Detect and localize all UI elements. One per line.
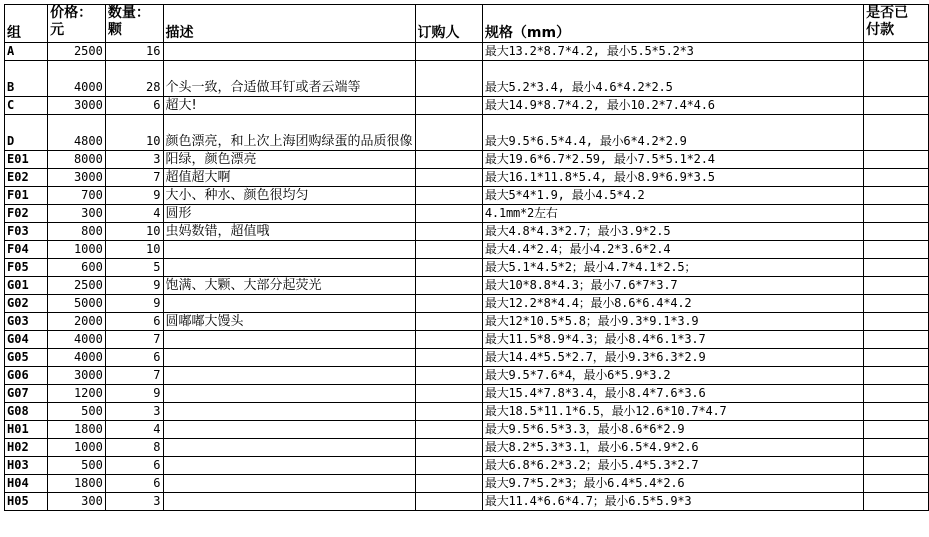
cell-price[interactable]: 2000 <box>48 313 106 331</box>
cell-paid[interactable] <box>864 403 929 421</box>
cell-price[interactable]: 1800 <box>48 475 106 493</box>
cell-paid[interactable] <box>864 205 929 223</box>
table-row <box>5 457 929 475</box>
table-row <box>5 331 929 349</box>
cell-description[interactable] <box>163 439 415 457</box>
cell-buyer[interactable] <box>415 277 482 295</box>
cell-quantity[interactable]: 7 <box>105 169 163 187</box>
cell-buyer[interactable] <box>415 241 482 259</box>
cell-price[interactable]: 800 <box>48 223 106 241</box>
cell-description[interactable] <box>163 403 415 421</box>
table-row <box>5 403 929 421</box>
cell-price[interactable]: 3000 <box>48 367 106 385</box>
cell-price[interactable]: 300 <box>48 205 106 223</box>
cell-group[interactable]: F03 <box>5 223 48 241</box>
cell-price[interactable]: 500 <box>48 403 106 421</box>
cell-paid[interactable] <box>864 457 929 475</box>
cell-group[interactable]: E01 <box>5 151 48 169</box>
cell-spec[interactable]: 最大12.2*8*4.4；最小8.6*6.4*4.2 <box>482 295 863 313</box>
cell-spec[interactable]: 最大11.4*6.6*4.7；最小6.5*5.9*3 <box>482 493 863 511</box>
cell-spec[interactable]: 4.1mm*2左右 <box>482 205 863 223</box>
cell-spec[interactable]: 最大14.9*8.7*4.2, 最小10.2*7.4*4.6 <box>482 97 863 115</box>
cell-buyer[interactable] <box>415 331 482 349</box>
table-row <box>5 187 929 205</box>
cell-spec[interactable]: 最大12*10.5*5.8；最小9.3*9.1*3.9 <box>482 313 863 331</box>
table-row <box>5 493 929 511</box>
cell-description[interactable]: 大小、种水、颜色很均匀 <box>163 187 415 205</box>
cell-group[interactable]: G08 <box>5 403 48 421</box>
table-row <box>5 385 929 403</box>
header-row <box>5 5 929 43</box>
header-spec: 规格（mm） <box>482 5 863 43</box>
cell-buyer[interactable] <box>415 493 482 511</box>
cell-quantity[interactable]: 9 <box>105 277 163 295</box>
cell-spec[interactable]: 最大5.2*3.4, 最小4.6*4.2*2.5 <box>482 61 863 97</box>
cell-buyer[interactable] <box>415 97 482 115</box>
cell-buyer[interactable] <box>415 403 482 421</box>
cell-spec[interactable]: 最大4.8*4.3*2.7；最小3.9*2.5 <box>482 223 863 241</box>
cell-paid[interactable] <box>864 97 929 115</box>
cell-quantity[interactable]: 7 <box>105 331 163 349</box>
cell-quantity[interactable]: 6 <box>105 349 163 367</box>
cell-quantity[interactable]: 9 <box>105 385 163 403</box>
cell-description[interactable]: 颜色漂亮，和上次上海团购绿蛋的品质很像 <box>163 115 415 151</box>
cell-spec[interactable]: 最大16.1*11.8*5.4, 最小8.9*6.9*3.5 <box>482 169 863 187</box>
cell-buyer[interactable] <box>415 313 482 331</box>
cell-buyer[interactable] <box>415 169 482 187</box>
cell-paid[interactable] <box>864 223 929 241</box>
cell-quantity[interactable]: 9 <box>105 295 163 313</box>
table-row <box>5 475 929 493</box>
cell-description[interactable]: 圆形 <box>163 205 415 223</box>
table-row <box>5 295 929 313</box>
cell-buyer[interactable] <box>415 367 482 385</box>
cell-description[interactable] <box>163 331 415 349</box>
cell-description[interactable] <box>163 493 415 511</box>
cell-buyer[interactable] <box>415 421 482 439</box>
cell-group[interactable]: H01 <box>5 421 48 439</box>
cell-group[interactable]: G03 <box>5 313 48 331</box>
header-price: 价格： 元 <box>48 5 106 43</box>
cell-paid[interactable] <box>864 367 929 385</box>
cell-spec[interactable]: 最大9.5*6.5*4.4, 最小6*4.2*2.9 <box>482 115 863 151</box>
cell-group[interactable]: F05 <box>5 259 48 277</box>
cell-paid[interactable] <box>864 349 929 367</box>
cell-price[interactable]: 600 <box>48 259 106 277</box>
cell-quantity[interactable]: 10 <box>105 223 163 241</box>
cell-buyer[interactable] <box>415 115 482 151</box>
table-row <box>5 439 929 457</box>
table-row <box>5 241 929 259</box>
cell-quantity[interactable]: 6 <box>105 475 163 493</box>
cell-description[interactable] <box>163 241 415 259</box>
cell-paid[interactable] <box>864 115 929 151</box>
table-row <box>5 259 929 277</box>
table-row <box>5 367 929 385</box>
cell-quantity[interactable]: 6 <box>105 457 163 475</box>
cell-quantity[interactable]: 16 <box>105 43 163 61</box>
cell-quantity[interactable]: 3 <box>105 493 163 511</box>
cell-paid[interactable] <box>864 475 929 493</box>
cell-paid[interactable] <box>864 493 929 511</box>
cell-quantity[interactable]: 3 <box>105 403 163 421</box>
cell-paid[interactable] <box>864 259 929 277</box>
cell-group[interactable]: C <box>5 97 48 115</box>
cell-quantity[interactable]: 10 <box>105 115 163 151</box>
cell-description[interactable] <box>163 349 415 367</box>
cell-description[interactable] <box>163 43 415 61</box>
cell-spec[interactable]: 最大8.2*5.3*3.1，最小6.5*4.9*2.6 <box>482 439 863 457</box>
cell-group[interactable]: H03 <box>5 457 48 475</box>
table-row <box>5 151 929 169</box>
cell-group[interactable]: A <box>5 43 48 61</box>
cell-buyer[interactable] <box>415 61 482 97</box>
cell-price[interactable]: 1200 <box>48 385 106 403</box>
cell-group[interactable]: G07 <box>5 385 48 403</box>
table-row <box>5 97 929 115</box>
cell-price[interactable]: 1000 <box>48 241 106 259</box>
cell-price[interactable]: 4000 <box>48 349 106 367</box>
header-quantity: 数量： 颗 <box>105 5 163 43</box>
cell-quantity[interactable]: 10 <box>105 241 163 259</box>
cell-description[interactable]: 超值超大啊 <box>163 169 415 187</box>
cell-group[interactable]: G06 <box>5 367 48 385</box>
cell-spec[interactable]: 最大5.1*4.5*2；最小4.7*4.1*2.5； <box>482 259 863 277</box>
cell-buyer[interactable] <box>415 151 482 169</box>
cell-buyer[interactable] <box>415 439 482 457</box>
cell-quantity[interactable]: 6 <box>105 313 163 331</box>
cell-price[interactable]: 1000 <box>48 439 106 457</box>
order-sheet-table <box>4 4 929 511</box>
cell-quantity[interactable]: 28 <box>105 61 163 97</box>
cell-description[interactable] <box>163 259 415 277</box>
cell-group[interactable]: G02 <box>5 295 48 313</box>
table-row <box>5 313 929 331</box>
cell-description[interactable]: 虫妈数错，超值哦 <box>163 223 415 241</box>
cell-description[interactable] <box>163 385 415 403</box>
cell-price[interactable]: 4000 <box>48 331 106 349</box>
cell-paid[interactable] <box>864 151 929 169</box>
cell-price[interactable]: 5000 <box>48 295 106 313</box>
cell-buyer[interactable] <box>415 187 482 205</box>
cell-group[interactable]: G05 <box>5 349 48 367</box>
cell-spec[interactable]: 最大10*8.8*4.3；最小7.6*7*3.7 <box>482 277 863 295</box>
cell-quantity[interactable]: 4 <box>105 205 163 223</box>
cell-paid[interactable] <box>864 241 929 259</box>
cell-description[interactable] <box>163 295 415 313</box>
header-group: 组 <box>5 5 48 43</box>
cell-group[interactable]: F02 <box>5 205 48 223</box>
cell-description[interactable]: 饱满、大颗、大部分起荧光 <box>163 277 415 295</box>
cell-description[interactable] <box>163 457 415 475</box>
cell-group[interactable]: E02 <box>5 169 48 187</box>
cell-quantity[interactable]: 5 <box>105 259 163 277</box>
cell-buyer[interactable] <box>415 385 482 403</box>
cell-group[interactable]: B <box>5 61 48 97</box>
cell-paid[interactable] <box>864 439 929 457</box>
table-row <box>5 277 929 295</box>
cell-price[interactable]: 1800 <box>48 421 106 439</box>
table-row <box>5 421 929 439</box>
cell-price[interactable]: 2500 <box>48 43 106 61</box>
cell-price[interactable]: 8000 <box>48 151 106 169</box>
cell-group[interactable]: G04 <box>5 331 48 349</box>
cell-buyer[interactable] <box>415 223 482 241</box>
cell-quantity[interactable]: 7 <box>105 367 163 385</box>
cell-description[interactable] <box>163 421 415 439</box>
cell-description[interactable] <box>163 367 415 385</box>
cell-price[interactable]: 700 <box>48 187 106 205</box>
cell-price[interactable]: 3000 <box>48 97 106 115</box>
cell-buyer[interactable] <box>415 43 482 61</box>
table-row <box>5 223 929 241</box>
cell-spec[interactable]: 最大18.5*11.1*6.5，最小12.6*10.7*4.7 <box>482 403 863 421</box>
cell-price[interactable]: 4000 <box>48 61 106 97</box>
cell-buyer[interactable] <box>415 259 482 277</box>
cell-price[interactable]: 4800 <box>48 115 106 151</box>
cell-group[interactable]: F04 <box>5 241 48 259</box>
cell-quantity[interactable]: 4 <box>105 421 163 439</box>
cell-spec[interactable]: 最大11.5*8.9*4.3；最小8.4*6.1*3.7 <box>482 331 863 349</box>
table-row <box>5 61 929 97</box>
cell-quantity[interactable]: 8 <box>105 439 163 457</box>
cell-spec[interactable]: 最大9.5*6.5*3.3，最小8.6*6*2.9 <box>482 421 863 439</box>
cell-quantity[interactable]: 9 <box>105 187 163 205</box>
cell-group[interactable]: G01 <box>5 277 48 295</box>
cell-price[interactable]: 2500 <box>48 277 106 295</box>
table-row <box>5 43 929 61</box>
cell-description[interactable]: 个头一致，合适做耳钉或者云端等 <box>163 61 415 97</box>
cell-description[interactable] <box>163 475 415 493</box>
cell-spec[interactable]: 最大5*4*1.9, 最小4.5*4.2 <box>482 187 863 205</box>
cell-buyer[interactable] <box>415 349 482 367</box>
cell-buyer[interactable] <box>415 205 482 223</box>
table-row <box>5 205 929 223</box>
cell-price[interactable]: 300 <box>48 493 106 511</box>
cell-group[interactable]: D <box>5 115 48 151</box>
cell-spec[interactable]: 最大9.5*7.6*4，最小6*5.9*3.2 <box>482 367 863 385</box>
table-row <box>5 115 929 151</box>
cell-paid[interactable] <box>864 43 929 61</box>
cell-spec[interactable]: 最大6.8*6.2*3.2；最小5.4*5.3*2.7 <box>482 457 863 475</box>
cell-group[interactable]: H05 <box>5 493 48 511</box>
cell-group[interactable]: H04 <box>5 475 48 493</box>
cell-group[interactable]: F01 <box>5 187 48 205</box>
cell-paid[interactable] <box>864 421 929 439</box>
table-row <box>5 169 929 187</box>
table-row <box>5 349 929 367</box>
cell-paid[interactable] <box>864 277 929 295</box>
cell-paid[interactable] <box>864 331 929 349</box>
cell-paid[interactable] <box>864 61 929 97</box>
cell-description[interactable]: 阳绿，颜色漂亮 <box>163 151 415 169</box>
cell-group[interactable]: H02 <box>5 439 48 457</box>
cell-spec[interactable]: 最大19.6*6.7*2.59, 最小7.5*5.1*2.4 <box>482 151 863 169</box>
cell-quantity[interactable]: 3 <box>105 151 163 169</box>
cell-paid[interactable] <box>864 295 929 313</box>
cell-spec[interactable]: 最大9.7*5.2*3；最小6.4*5.4*2.6 <box>482 475 863 493</box>
cell-buyer[interactable] <box>415 295 482 313</box>
cell-description[interactable]: 圆嘟嘟大馒头 <box>163 313 415 331</box>
cell-spec[interactable]: 最大13.2*8.7*4.2, 最小5.5*5.2*3 <box>482 43 863 61</box>
cell-paid[interactable] <box>864 385 929 403</box>
header-description: 描述 <box>163 5 415 43</box>
header-buyer: 订购人 <box>415 5 482 43</box>
cell-paid[interactable] <box>864 169 929 187</box>
cell-spec[interactable]: 最大14.4*5.5*2.7，最小9.3*6.3*2.9 <box>482 349 863 367</box>
cell-spec[interactable]: 最大4.4*2.4；最小4.2*3.6*2.4 <box>482 241 863 259</box>
cell-price[interactable]: 3000 <box>48 169 106 187</box>
cell-price[interactable]: 500 <box>48 457 106 475</box>
cell-quantity[interactable]: 6 <box>105 97 163 115</box>
cell-spec[interactable]: 最大15.4*7.8*3.4，最小8.4*7.6*3.6 <box>482 385 863 403</box>
cell-paid[interactable] <box>864 187 929 205</box>
cell-buyer[interactable] <box>415 475 482 493</box>
cell-description[interactable]: 超大! <box>163 97 415 115</box>
cell-buyer[interactable] <box>415 457 482 475</box>
header-paid: 是否已 付款 <box>864 5 929 43</box>
cell-paid[interactable] <box>864 313 929 331</box>
